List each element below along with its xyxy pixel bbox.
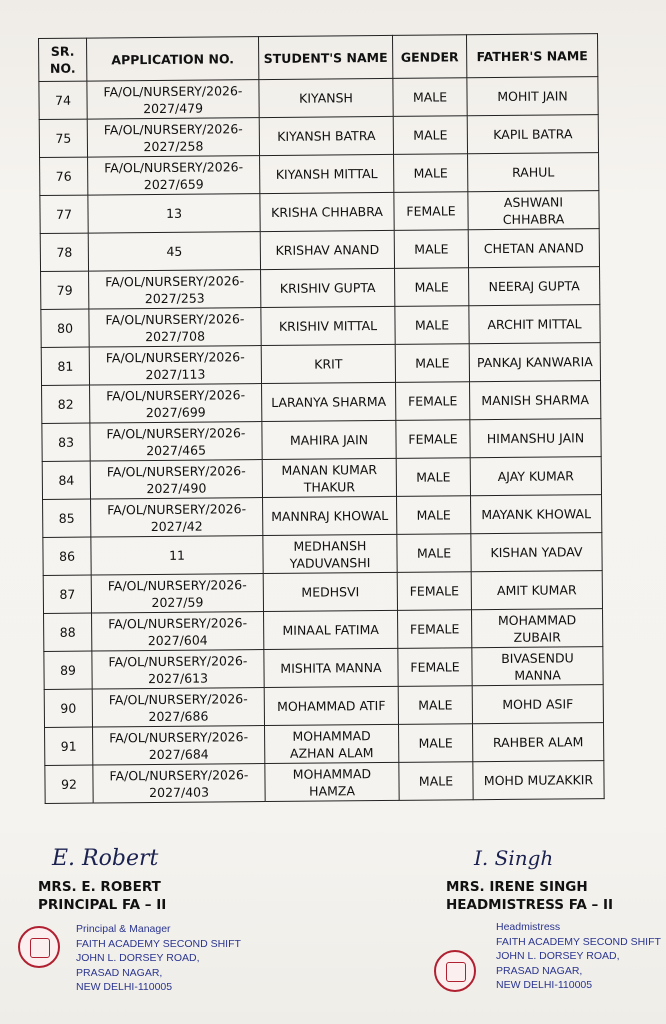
cell-father-name: AJAY KUMAR [470, 457, 601, 496]
cell-application-no: FA/OL/NURSERY/2026-2027/699 [90, 384, 262, 423]
cell-gender: MALE [393, 78, 467, 117]
cell-father-name: MOHD MUZAKKIR [473, 761, 604, 800]
cell-student-name: MEDHSVI [263, 572, 397, 611]
table-row [44, 609, 603, 652]
cell-father-name: MOHAMMAD ZUBAIR [472, 609, 603, 648]
cell-sr-no: 74 [39, 81, 87, 119]
header-gender: GENDER [392, 35, 466, 79]
cell-father-name: RAHUL [468, 153, 599, 192]
cell-sr-no: 79 [41, 271, 89, 309]
cell-gender: MALE [399, 724, 473, 763]
cell-student-name: MINAAL FATIMA [264, 610, 398, 649]
headmistress-stamp-text [496, 920, 661, 993]
stamp-line: PRASAD NAGAR, [496, 964, 583, 977]
cell-sr-no: 82 [42, 385, 90, 423]
cell-father-name: NEERAJ GUPTA [469, 267, 600, 306]
table-row [42, 457, 601, 500]
header-sr-no: SR. NO. [39, 38, 87, 81]
cell-gender: MALE [395, 268, 469, 307]
cell-gender: FEMALE [398, 648, 472, 687]
cell-application-no: FA/OL/NURSERY/2026-2027/604 [92, 612, 264, 651]
cell-gender: FEMALE [396, 382, 470, 421]
cell-gender: FEMALE [394, 192, 468, 231]
cell-application-no: FA/OL/NURSERY/2026-2027/613 [92, 650, 264, 689]
cell-father-name: RAHBER ALAM [473, 723, 604, 762]
table-row [39, 115, 598, 158]
headmistress-name: MRS. IRENE SINGH [446, 879, 588, 895]
cell-father-name: HIMANSHU JAIN [470, 419, 601, 458]
cell-gender: MALE [394, 230, 468, 269]
table-row [41, 343, 600, 386]
cell-sr-no: 87 [43, 575, 91, 613]
cell-student-name: KRISHIV MITTAL [261, 306, 395, 345]
stamp-line: JOHN L. DORSEY ROAD, [76, 952, 200, 964]
cell-sr-no: 77 [40, 195, 88, 233]
stamp-line: FAITH ACADEMY SECOND SHIFT [496, 935, 661, 948]
cell-sr-no: 84 [42, 461, 90, 499]
cell-application-no: FA/OL/NURSERY/2026-2027/465 [90, 422, 262, 461]
school-seal-icon [434, 950, 476, 992]
principal-name: MRS. E. ROBERT [38, 879, 161, 895]
principal-signature: E. Robert [52, 846, 159, 871]
stamp-line: NEW DELHI-110005 [496, 979, 593, 991]
cell-application-no: FA/OL/NURSERY/2026-2027/479 [87, 80, 259, 119]
cell-student-name: KIYANSH BATRA [259, 116, 393, 155]
cell-sr-no: 92 [45, 765, 93, 803]
table-row [41, 267, 600, 310]
cell-sr-no: 75 [39, 119, 87, 157]
principal-stamp-text [76, 922, 241, 995]
cell-gender: MALE [397, 496, 471, 535]
cell-sr-no: 89 [44, 651, 92, 689]
principal-signature-block [38, 846, 318, 1012]
cell-application-no: 11 [91, 536, 263, 575]
cell-application-no: FA/OL/NURSERY/2026-2027/403 [93, 764, 265, 803]
table-row [43, 495, 602, 538]
cell-gender: MALE [398, 686, 472, 725]
cell-father-name: ARCHIT MITTAL [469, 305, 600, 344]
cell-student-name: LARANYA SHARMA [262, 382, 396, 421]
cell-sr-no: 88 [44, 613, 92, 651]
stamp-line: FAITH ACADEMY SECOND SHIFT [76, 937, 241, 950]
principal-stamp [38, 922, 318, 1012]
table-row [43, 571, 602, 614]
table-row [42, 419, 601, 462]
cell-student-name: KRISHIV GUPTA [261, 268, 395, 307]
cell-sr-no: 78 [40, 233, 88, 271]
cell-sr-no: 90 [44, 689, 92, 727]
cell-gender: FEMALE [397, 572, 471, 611]
cell-father-name: MOHIT JAIN [467, 77, 598, 116]
table-row [41, 305, 600, 348]
cell-father-name: PANKAJ KANWARIA [469, 343, 600, 382]
cell-student-name: KRIT [261, 344, 395, 383]
cell-father-name: AMIT KUMAR [471, 571, 602, 610]
cell-application-no: FA/OL/NURSERY/2026-2027/113 [89, 346, 261, 385]
cell-student-name: KRISHAV ANAND [260, 230, 394, 269]
cell-gender: MALE [394, 154, 468, 193]
cell-application-no: FA/OL/NURSERY/2026-2027/258 [87, 118, 259, 157]
header-father-name: FATHER'S NAME [466, 34, 597, 78]
admission-list-table [38, 33, 605, 804]
header-application-no: APPLICATION NO. [87, 37, 259, 81]
stamp-line: Principal & Manager [76, 923, 171, 935]
school-seal-icon [18, 926, 60, 968]
table-row [40, 191, 599, 234]
headmistress-signature: I. Singh [474, 846, 554, 870]
table-row [45, 761, 604, 804]
cell-gender: MALE [395, 344, 469, 383]
cell-student-name: MANAN KUMAR THAKUR [262, 458, 396, 497]
table-row [40, 229, 599, 272]
cell-application-no: FA/OL/NURSERY/2026-2027/253 [89, 270, 261, 309]
cell-student-name: KIYANSH [259, 78, 393, 117]
cell-sr-no: 85 [43, 499, 91, 537]
cell-father-name: BIVASENDU MANNA [472, 647, 603, 686]
cell-application-no: FA/OL/NURSERY/2026-2027/686 [92, 688, 264, 727]
stamp-line: PRASAD NAGAR, [76, 966, 163, 979]
cell-gender: FEMALE [398, 610, 472, 649]
cell-gender: FEMALE [396, 420, 470, 459]
cell-father-name: MAYANK KHOWAL [471, 495, 602, 534]
cell-student-name: MAHIRA JAIN [262, 420, 396, 459]
cell-gender: MALE [395, 306, 469, 345]
cell-application-no: FA/OL/NURSERY/2026-2027/708 [89, 308, 261, 347]
cell-sr-no: 80 [41, 309, 89, 347]
stamp-line: JOHN L. DORSEY ROAD, [496, 950, 620, 962]
cell-application-no: FA/OL/NURSERY/2026-2027/59 [91, 574, 263, 613]
cell-student-name: MOHAMMAD HAMZA [265, 762, 399, 801]
cell-father-name: KAPIL BATRA [467, 115, 598, 154]
table-row [39, 77, 598, 120]
cell-application-no: FA/OL/NURSERY/2026-2027/684 [93, 726, 265, 765]
cell-sr-no: 86 [43, 537, 91, 575]
cell-student-name: MISHITA MANNA [264, 648, 398, 687]
table-row [43, 533, 602, 576]
table-row [44, 685, 603, 728]
headmistress-stamp [446, 920, 661, 1010]
cell-father-name: CHETAN ANAND [468, 229, 599, 268]
stamp-line: NEW DELHI-110005 [76, 981, 173, 993]
table-row [44, 647, 603, 690]
cell-student-name: MANNRAJ KHOWAL [263, 496, 397, 535]
cell-father-name: MANISH SHARMA [470, 381, 601, 420]
table-row [42, 381, 601, 424]
cell-student-name: KRISHA CHHABRA [260, 192, 394, 231]
cell-student-name: MOHAMMAD AZHAN ALAM [265, 724, 399, 763]
cell-sr-no: 91 [45, 727, 93, 765]
principal-title: PRINCIPAL FA – II [38, 897, 167, 913]
cell-application-no: FA/OL/NURSERY/2026-2027/42 [91, 498, 263, 537]
cell-application-no: FA/OL/NURSERY/2026-2027/659 [88, 156, 260, 195]
table-header-row [39, 34, 598, 82]
stamp-line: Headmistress [496, 921, 561, 933]
cell-student-name: MEDHANSH YADUVANSHI [263, 534, 397, 573]
cell-application-no: 13 [88, 194, 260, 233]
headmistress-signature-block [446, 846, 661, 1010]
table-row [45, 723, 604, 766]
header-student-name: STUDENT'S NAME [258, 35, 392, 79]
cell-father-name: MOHD ASIF [472, 685, 603, 724]
cell-student-name: MOHAMMAD ATIF [264, 686, 398, 725]
cell-student-name: KIYANSH MITTAL [260, 154, 394, 193]
cell-gender: MALE [399, 762, 473, 801]
table-row [40, 153, 599, 196]
cell-father-name: KISHAN YADAV [471, 533, 602, 572]
cell-gender: MALE [393, 116, 467, 155]
cell-application-no: 45 [88, 232, 260, 271]
cell-gender: MALE [396, 458, 470, 497]
cell-application-no: FA/OL/NURSERY/2026-2027/490 [90, 460, 262, 499]
cell-sr-no: 76 [40, 157, 88, 195]
cell-father-name: ASHWANI CHHABRA [468, 191, 599, 230]
cell-gender: MALE [397, 534, 471, 573]
cell-sr-no: 81 [41, 347, 89, 385]
cell-sr-no: 83 [42, 423, 90, 461]
headmistress-title: HEADMISTRESS FA – II [446, 897, 614, 913]
